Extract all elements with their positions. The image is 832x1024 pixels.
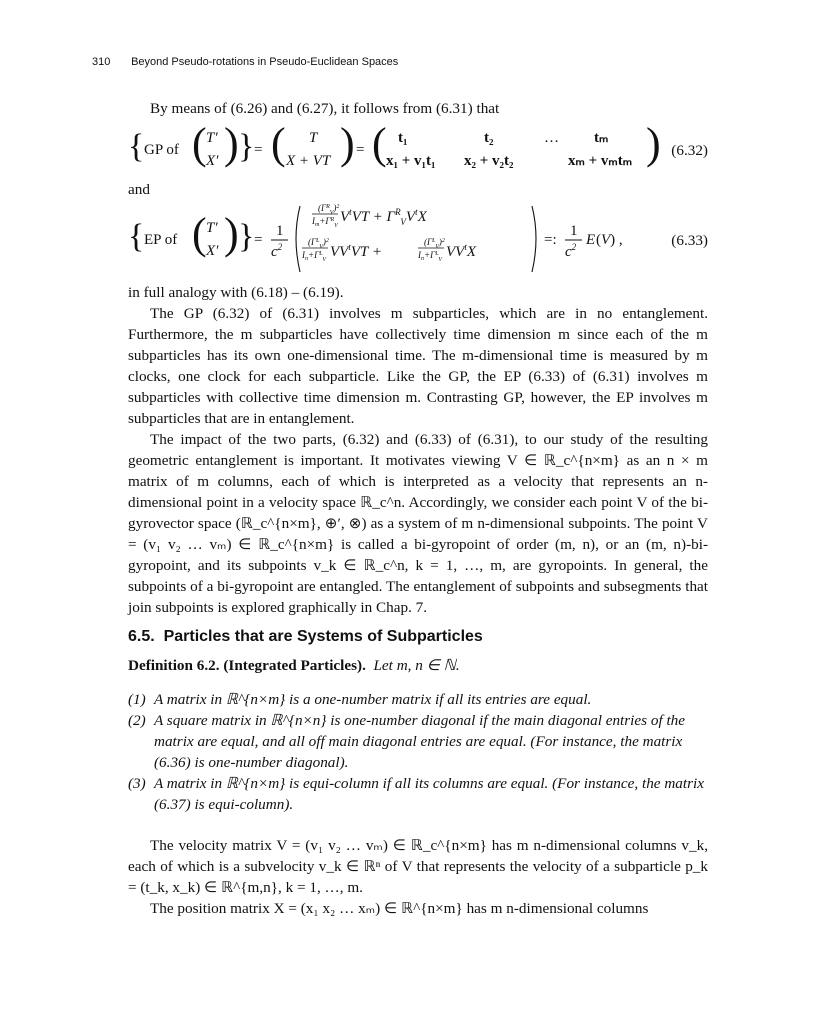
equation-6-32-render: [128, 122, 708, 174]
item-label: (3): [128, 775, 146, 792]
paragraph-impact: The impact of the two parts, (6.32) and (6.33) of (6.31), to our study of the resulting geometric entanglement is important. It motivates viewing V ∈ ℝ_c^{n×m} as an n × m matrix of m columns, each of which is interpreted as a velocity that represents an n-dimensional point in a velocity space ℝ_c^n. Accordingly, we consider each point V of the bi-gyrovector space (ℝ_c^{n×m}, ⊕′, ⊗) as a system of m n-dimensional subpoints. The point V = (v₁ v₂ … vₘ) ∈ ℝ_c^{n×m} is called a bi-gyropoint of order (m, n), or an (m, n)-bi-gyropoint, and its subpoints v_k ∈ ℝ_c^n, k = 1, …, m, are gyropoints. In general, the subpoints of a bi-gyropoint are entangled. The entanglement of subpoints and subsegments that join subpoints is explored graphically in Chap. 7.: [128, 431, 708, 616]
svg-text:…: …: [544, 130, 559, 146]
svg-text:(: (: [192, 209, 207, 258]
main-text-block-2: [128, 835, 708, 919]
section-title: Particles that are Systems of Subparticles: [163, 628, 483, 645]
equation-number-6-32: (6.32): [671, 142, 708, 159]
svg-text:(ΓLV)2: $(\Gamma^L_V)^2$: [424, 237, 445, 250]
equation-6-33-render: [128, 200, 708, 276]
gp-label: GP of: [144, 142, 179, 158]
svg-text:VVtVT +: $VV^tVT$ +: [330, 242, 382, 260]
svg-text:tₘ: tₘ: [594, 130, 609, 146]
svg-text:=:: =:: [544, 232, 557, 248]
definition-label: Definition 6.2. (Integrated Particles).: [128, 657, 366, 674]
equation-6-32: [128, 122, 708, 174]
svg-text:x₁ + v₁t₁: x₁ + v₁t₁: [386, 153, 436, 169]
definition-lead: Let m, n ∈ ℕ.: [373, 657, 460, 674]
item-text: A matrix in ℝ^{n×m} is equi-column if all its columns are equal. (For instance, the matrix (6.37) is equi-column).: [154, 775, 704, 813]
svg-text:): ): [340, 122, 355, 168]
matrix-t: T: [309, 130, 318, 146]
svg-text:E: E: [586, 232, 596, 248]
svg-text:(: (: [271, 122, 286, 168]
and-word: and: [128, 181, 150, 198]
page-number: 310: [92, 56, 111, 68]
ep-label: EP of: [144, 232, 178, 248]
svg-text:T′: T′: [206, 220, 218, 236]
t-prime: T′: [206, 130, 218, 146]
running-title: Beyond Pseudo-rotations in Pseudo-Euclidean Spaces: [131, 56, 399, 68]
close-brace-icon: }: [238, 128, 255, 165]
paragraph-gp: The GP (6.32) of (6.31) involves m subparticles, which are in no entanglement. Furthermore, the m subparticles have collectively time dimension m since each of the m subparticles has its own one-dimensional time. The m-dimensional time is measured by m clocks, one clock for each subparticle. Like the GP, the EP (6.33) of (6.31) involves m subparticles with collective time dimension m. Contrasting GP, however, the EP involves m subparticles that are in entanglement.: [128, 305, 708, 427]
item-label: (2): [128, 712, 146, 729]
section-number: 6.5.: [128, 628, 155, 645]
matrix-x-vt: X + VT: [286, 153, 331, 169]
svg-text:VtVT + ΓRVVtX: $V^tVT + \Gamma^R_VV^tX$: [340, 207, 427, 227]
svg-text:): ): [224, 209, 239, 258]
item-label: (1): [128, 691, 146, 708]
definition-heading: [128, 656, 460, 675]
svg-text:}: }: [238, 218, 255, 255]
svg-text:=: =: [356, 142, 365, 158]
analogy-line: in full analogy with (6.18) – (6.19).: [128, 284, 344, 301]
item-text: A square matrix in ℝ^{n×n} is one-number diagonal if the main diagonal entries of the matrix are equal, and all off main diagonal entries are equal. (For instance, the matrix (6.36) is one-number diagonal).: [154, 712, 686, 771]
equation-6-33: [128, 200, 708, 276]
svg-text:t₂: t₂: [484, 130, 494, 146]
svg-text:xₘ + vₘtₘ: xₘ + vₘtₘ: [568, 153, 633, 169]
equals-sign: =: [254, 142, 263, 158]
main-text-block-1: [128, 282, 708, 618]
one: 1: [276, 223, 284, 239]
svg-text:): ): [646, 122, 661, 168]
svg-text:(: (: [372, 122, 387, 168]
svg-text:c2: $c^2$: [565, 242, 577, 260]
close-paren-icon: ): [224, 122, 239, 168]
definition-items: [128, 689, 708, 815]
intro-line-block: [128, 98, 708, 119]
svg-text:X′: X′: [206, 243, 219, 259]
x-prime: X′: [206, 153, 219, 169]
svg-text:VVtX: $VV^tX$: [446, 242, 477, 260]
item-text: A matrix in ℝ^{n×m} is a one-number matrix if all its entries are equal.: [154, 691, 592, 708]
and-line: [128, 179, 708, 200]
definition-item: [128, 710, 708, 773]
paragraph-velocity: The velocity matrix V = (v₁ v₂ … vₘ) ∈ ℝ_c^{n×m} has m n-dimensional columns v_k, each of which is a subvelocity v_k ∈ ℝⁿ of V that represents the velocity of a subparticle p_k = (t_k, x_k) ∈ ℝ^{m,n}, k = 1, …, m.: [128, 837, 708, 896]
svg-text:(V) ,: (V) ,: [596, 232, 623, 248]
section-heading: [128, 628, 483, 646]
definition-item: [128, 773, 708, 815]
svg-text:(ΓLV)2: $(\Gamma^L_V)^2$: [308, 237, 329, 250]
svg-text:c2: $c^2$: [271, 242, 283, 260]
svg-text:t₁: t₁: [398, 130, 408, 146]
svg-text:(ΓRV)2: $(\Gamma^R_V)^2$: [318, 203, 340, 216]
intro-line: By means of (6.26) and (6.27), it follows from (6.31) that: [150, 100, 500, 117]
svg-text:Im+ΓRV: $I_m+\Gamma^R_V$: [312, 216, 338, 229]
definition-item: [128, 689, 708, 710]
open-brace-icon: {: [128, 128, 145, 165]
svg-text:{: {: [128, 218, 145, 255]
svg-text:1: 1: [570, 223, 578, 239]
svg-text:In+ΓLV: $I_n+\Gamma^L_V$: [302, 250, 326, 263]
paragraph-position: The position matrix X = (x₁ x₂ … xₘ) ∈ ℝ^{n×m} has m n-dimensional columns: [150, 900, 649, 917]
svg-text:In+ΓLV: $I_n+\Gamma^L_V$: [418, 250, 442, 263]
svg-text:x₂ + v₂t₂: x₂ + v₂t₂: [464, 153, 514, 169]
equation-number-6-33: (6.33): [671, 232, 708, 249]
open-paren-icon: (: [192, 122, 207, 168]
running-header: [92, 56, 398, 68]
svg-text:=: =: [254, 232, 263, 248]
